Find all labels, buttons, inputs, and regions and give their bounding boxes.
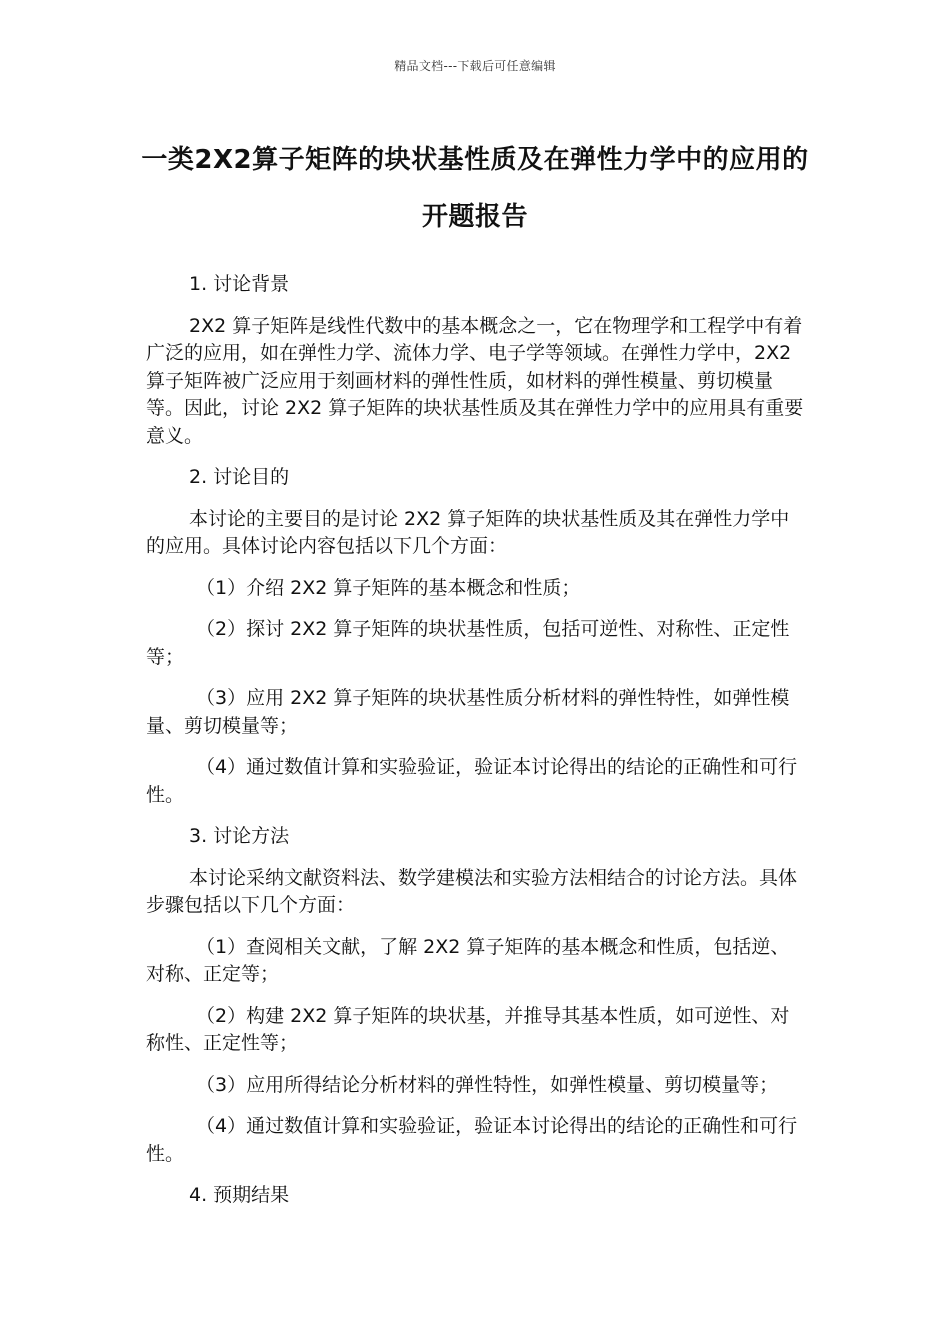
list-item: （1）介绍 2X2 算子矩阵的基本概念和性质； bbox=[196, 576, 581, 599]
paragraph: 本讨论采纳文献资料法、数学建模法和实验方法相结合的讨论方法。具体步骤包括以下几个方面： bbox=[146, 866, 798, 916]
document-body bbox=[146, 271, 808, 1224]
paragraph: 本讨论的主要目的是讨论 2X2 算子矩阵的块状基性质及其在弹性力学中的应用。具体讨论内容包括以下几个方面： bbox=[146, 507, 790, 557]
header-note: 精品文档---下载后可任意编辑 bbox=[394, 59, 556, 73]
section-heading: 3. 讨论方法 bbox=[189, 825, 290, 847]
section-heading: 2. 讨论目的 bbox=[189, 466, 290, 488]
section-heading: 4. 预期结果 bbox=[189, 1184, 290, 1206]
list-item: （2）构建 2X2 算子矩阵的块状基，并推导其基本性质，如可逆性、对称性、正定性等； bbox=[146, 1004, 790, 1054]
list-item: （4）通过数值计算和实验验证，验证本讨论得出的结论的正确性和可行性。 bbox=[146, 1115, 798, 1165]
list-item: （3）应用所得结论分析材料的弹性特性，如弹性模量、剪切模量等； bbox=[196, 1073, 779, 1096]
paragraph: 2X2 算子矩阵是线性代数中的基本概念之一，它在物理学和工程学中有着广泛的应用，如在弹性力学、流体力学、电子学等领域。在弹性力学中，2X2 算子矩阵被广泛应用于刻画材料的弹性性质，如材料的弹性模量、剪切模量等。因此，讨论 2X2 算子矩阵的块状基性质及其在弹性力学中的应用具有重要意义。 bbox=[146, 314, 804, 447]
document-title: 一类2X2算子矩阵的块状基性质及在弹性力学中的应用的开题报告 bbox=[141, 145, 809, 232]
list-item: （2）探讨 2X2 算子矩阵的块状基性质，包括可逆性、对称性、正定性等； bbox=[146, 618, 790, 668]
list-item: （4）通过数值计算和实验验证，验证本讨论得出的结论的正确性和可行性。 bbox=[146, 756, 798, 806]
list-item: （1）查阅相关文献，了解 2X2 算子矩阵的基本概念和性质，包括逆、对称、正定等； bbox=[146, 935, 790, 985]
list-item: （3）应用 2X2 算子矩阵的块状基性质分析材料的弹性特性，如弹性模量、剪切模量等； bbox=[146, 687, 790, 737]
section-heading: 1. 讨论背景 bbox=[189, 273, 290, 295]
